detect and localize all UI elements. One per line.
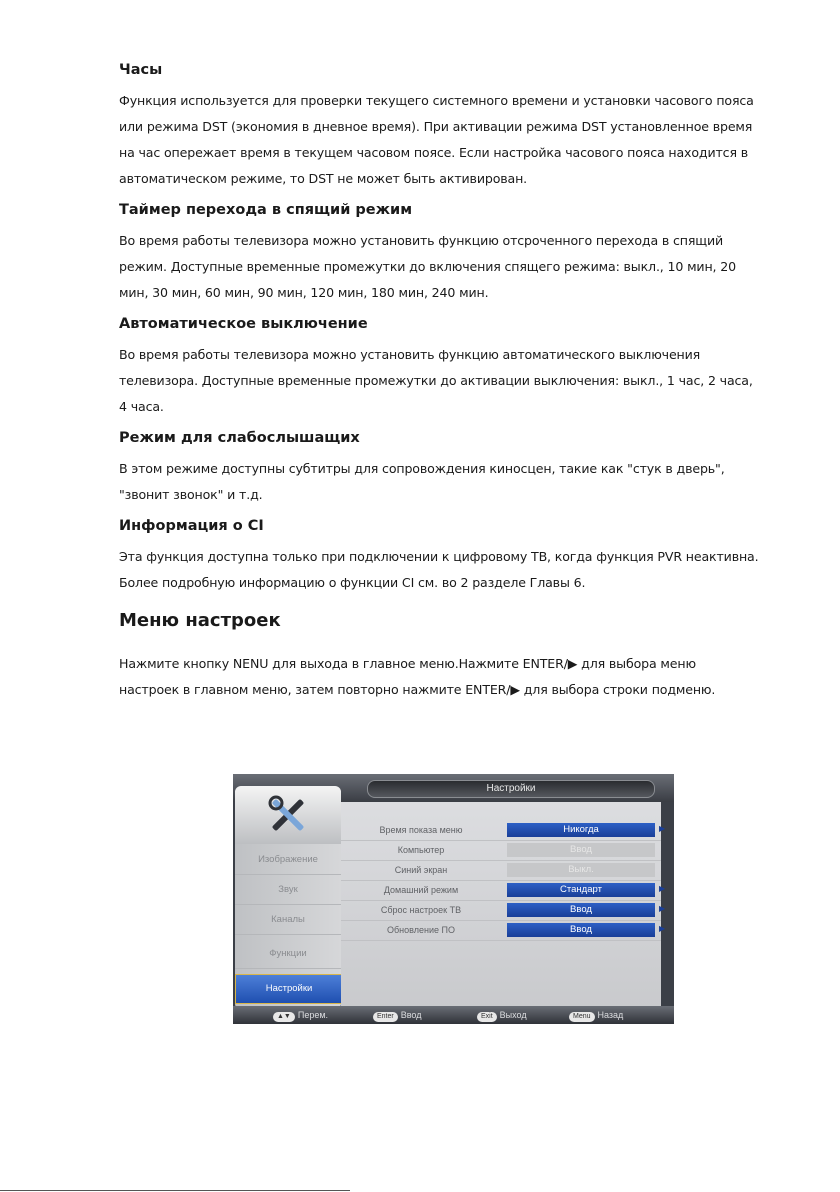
tv-row-value: Стандарт [507, 883, 655, 897]
section-text-clock: Функция используется для проверки текущего системного времени и установки часового пояса или режима DST (экономия в дневное время). При активации режима DST установленное время на час опережает время в текущем часовом поясе. Если настройка часового пояса находится в автоматическом режиме, то DST не может быть активирован. [119, 93, 754, 186]
tv-row-value: Ввод [507, 843, 655, 857]
arrow-right-icon: ▶ [659, 884, 666, 893]
tv-row-reset[interactable] [341, 900, 666, 921]
tv-row-label: Время показа меню [379, 825, 463, 835]
tv-hint-move: ▲▼ Перем. [273, 1009, 328, 1021]
document-page [119, 62, 759, 713]
tv-row-menu-timeout[interactable] [341, 820, 666, 841]
arrow-right-icon: ▶ [659, 924, 666, 933]
arrow-right-icon: ▶ [659, 904, 666, 913]
tv-category-sound[interactable]: Звук [235, 876, 341, 905]
tv-hint-menu: Menu Назад [569, 1009, 623, 1021]
up-down-key-icon: ▲▼ [273, 1012, 295, 1022]
section-title-auto-off: Автоматическое выключение [119, 316, 368, 332]
tv-row-label: Синий экран [394, 865, 448, 875]
exit-key-icon: Exit [477, 1012, 497, 1022]
section-text-hearing-impaired: В этом режиме доступны субтитры для сопровождения киносцен, такие как "стук в дверь", "звонит звонок" и т.д. [119, 461, 725, 502]
settings-menu-heading: Меню настроек [119, 610, 281, 631]
tools-icon [235, 786, 341, 844]
section-text-sleep-timer: Во время работы телевизора можно установить функцию отсроченного перехода в спящий режим. Доступные временные промежутки до включения спящего режима: выкл., 10 мин, 20 мин, 30 мин, 60 мин, 90 мин, 120 мин, 180 мин, 240 мин. [119, 233, 736, 300]
tv-row-label: Обновление ПО [387, 925, 455, 935]
tv-row-value: Никогда [507, 823, 655, 837]
tv-row-home-mode[interactable] [341, 880, 666, 901]
tv-row-value: Выкл. [507, 863, 655, 877]
tv-row-software-update[interactable] [341, 920, 666, 941]
section-text-ci-info: Эта функция доступна только при подключении к цифровому ТВ, когда функция PVR неактивна. Более подробную информацию о функции CI см. во 2 разделе Главы 6. [119, 549, 759, 590]
tv-row-blue-screen[interactable] [341, 860, 661, 881]
tv-row-label: Сброс настроек ТВ [380, 905, 462, 915]
tv-row-label: Компьютер [397, 845, 445, 855]
tv-category-channels[interactable]: Каналы [235, 906, 341, 935]
section-title-ci-info: Информация о CI [119, 518, 264, 534]
tv-settings-list [341, 802, 666, 1007]
footer-divider [0, 1190, 350, 1191]
tv-menu-title: Настройки [367, 780, 655, 798]
section-text-auto-off: Во время работы телевизора можно установить функцию автоматического выключения телевизора. Доступные временные промежутки до активации выключения: выкл., 1 час, 2 часа, 4 часа. [119, 347, 753, 414]
section-title-clock: Часы [119, 62, 163, 78]
arrow-right-icon: ▶ [659, 824, 666, 833]
tv-row-label: Домашний режим [383, 885, 459, 895]
section-title-hearing-impaired: Режим для слабослышащих [119, 430, 360, 446]
tv-menu-screenshot [233, 774, 674, 1024]
tv-hint-exit: Exit Выход [477, 1009, 527, 1021]
tv-row-value: Ввод [507, 903, 655, 917]
tv-category-settings[interactable]: Настройки [235, 974, 343, 1004]
settings-menu-intro: Нажмите кнопку NENU для выхода в главное меню.Нажмите ENTER/▶ для выбора меню настроек в главном меню, затем повторно нажмите ENTER/▶ для выбора строки подменю. [119, 656, 716, 697]
tv-row-pc[interactable] [341, 840, 661, 861]
section-title-sleep-timer: Таймер перехода в спящий режим [119, 202, 413, 218]
tv-hint-enter: Enter Ввод [373, 1009, 421, 1021]
tv-row-value: Ввод [507, 923, 655, 937]
enter-key-icon: Enter [373, 1012, 398, 1022]
tv-category-picture[interactable]: Изображение [235, 846, 341, 875]
menu-key-icon: Menu [569, 1012, 595, 1022]
tv-category-functions[interactable]: Функции [235, 940, 341, 969]
